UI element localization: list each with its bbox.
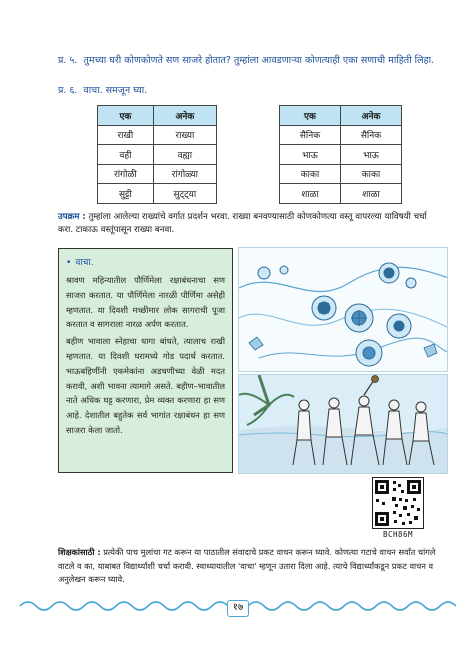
teacher-note-label: शिक्षकांसाठी : bbox=[58, 547, 101, 557]
table-row bbox=[280, 164, 402, 184]
table-cell: भाऊ bbox=[280, 145, 341, 165]
table-cell: रांगोळी bbox=[98, 164, 154, 184]
table-row bbox=[98, 125, 217, 145]
activity-section bbox=[58, 211, 443, 237]
table-cell: काका bbox=[341, 164, 402, 184]
table-cell: काका bbox=[280, 164, 341, 184]
table-cell: शाळा bbox=[280, 184, 341, 204]
table-header-cell: एक bbox=[98, 106, 154, 126]
question-5 bbox=[58, 54, 438, 67]
table-header-row bbox=[280, 106, 402, 126]
qr-pattern bbox=[373, 478, 423, 528]
table-row bbox=[98, 164, 217, 184]
table-cell: वही bbox=[98, 145, 154, 165]
table-cell: राखी bbox=[98, 125, 154, 145]
teacher-note-text: प्रत्येकी पाच मुलांचा गट करून या पाठातील संवादाचे प्रकट वाचन करून घ्यावे. कोणत्या गटाचे वाचन सर्वांत चांगले वाटले व का, याबाबत विद्यार्थ्यांशी चर्चा करावी. स्वाध्यायातील 'वाचा' म्हणून उतारा दिला आहे. त्याचे विद्यार्थ्यांकडून प्रकट वाचन व अनुलेखन करून घ्यावे. bbox=[58, 547, 436, 584]
table-cell: सैनिक bbox=[280, 125, 341, 145]
rakhi-drawing bbox=[239, 248, 448, 372]
question-6-text: वाचा. समजून घ्या. bbox=[83, 85, 148, 96]
table-cell: भाऊ bbox=[341, 145, 402, 165]
rakhi-illustration bbox=[238, 247, 448, 372]
table-cell: सुट्ट्या bbox=[153, 184, 216, 204]
reading-paragraph-2: बहीण भावाला स्नेहाचा धागा बांधते, त्यालाच राखी म्हणतात. या दिवशी घरामध्ये गोड पदार्थ करतात. भाऊबहिणींनी एकमेकांना अडचणीच्या वेळी मदत करावी, अशी भावना त्यामागे असते. बहीण–भावातील नाते अधिक घट्ट करणारा, प्रेम व्यक्त करणारा हा सण आहे. देशातील बहुतेक सर्व भागांत रक्षाबंधन हा सण साजरा केला जातो. bbox=[66, 336, 225, 435]
table-header-row bbox=[98, 106, 217, 126]
bullet-icon: • bbox=[66, 258, 72, 268]
teacher-note bbox=[58, 546, 444, 587]
table-row bbox=[280, 145, 402, 165]
table-header-cell: अनेक bbox=[153, 106, 216, 126]
reading-heading-text: वाचा. bbox=[75, 258, 94, 268]
table-cell: सैनिक bbox=[341, 125, 402, 145]
fishermen-festival-illustration bbox=[238, 374, 448, 474]
singular-plural-table-left bbox=[97, 105, 217, 204]
table-cell: राख्या bbox=[153, 125, 216, 145]
qr-code[interactable] bbox=[372, 477, 424, 529]
reading-paragraph-1: श्रावण महिन्यातील पौर्णिमेला रक्षाबंधनाचा सण साजरा करतात. या पौर्णिमेला नारळी पौर्णिमा असेही म्हणतात. या दिवशी मच्छीमार लोक सागराची पूजा करतात व सागराला नारळ अर्पण करतात. bbox=[66, 275, 225, 330]
table-cell: रांगोळ्या bbox=[153, 164, 216, 184]
reading-heading bbox=[66, 255, 225, 268]
qr-code-label: BCH86M bbox=[382, 530, 414, 539]
question-6 bbox=[58, 84, 147, 97]
singular-plural-table-right bbox=[279, 105, 402, 204]
table-row bbox=[98, 145, 217, 165]
question-5-number: प्र. ५. bbox=[58, 55, 78, 66]
table-cell: शाळा bbox=[341, 184, 402, 204]
reading-passage-box bbox=[58, 248, 233, 473]
table-header-cell: अनेक bbox=[341, 106, 402, 126]
question-6-number: प्र. ६. bbox=[58, 85, 78, 96]
table-row bbox=[98, 184, 217, 204]
table-row bbox=[280, 184, 402, 204]
table-row bbox=[280, 125, 402, 145]
page-number: १७ bbox=[227, 600, 249, 617]
table-cell: वह्या bbox=[153, 145, 216, 165]
table-cell: सुट्टी bbox=[98, 184, 154, 204]
table-header-cell: एक bbox=[280, 106, 341, 126]
fishermen-drawing bbox=[239, 375, 448, 474]
question-5-text: तुमच्या घरी कोणकोणते सण साजरे होतात? तुम्हांला आवडणाऱ्या कोणत्याही एका सणाची माहिती लिहा. bbox=[83, 55, 435, 66]
activity-label: उपक्रम : bbox=[58, 212, 86, 222]
activity-text: तुम्हांला आलेल्या राख्यांचे वर्गात प्रदर्शन भरवा. राख्या बनवण्यासाठी कोणकोणत्या वस्तू वापरल्या याविषयी चर्चा करा. टाकाऊ वस्तूंपासून राख्या बनवा. bbox=[58, 212, 427, 235]
